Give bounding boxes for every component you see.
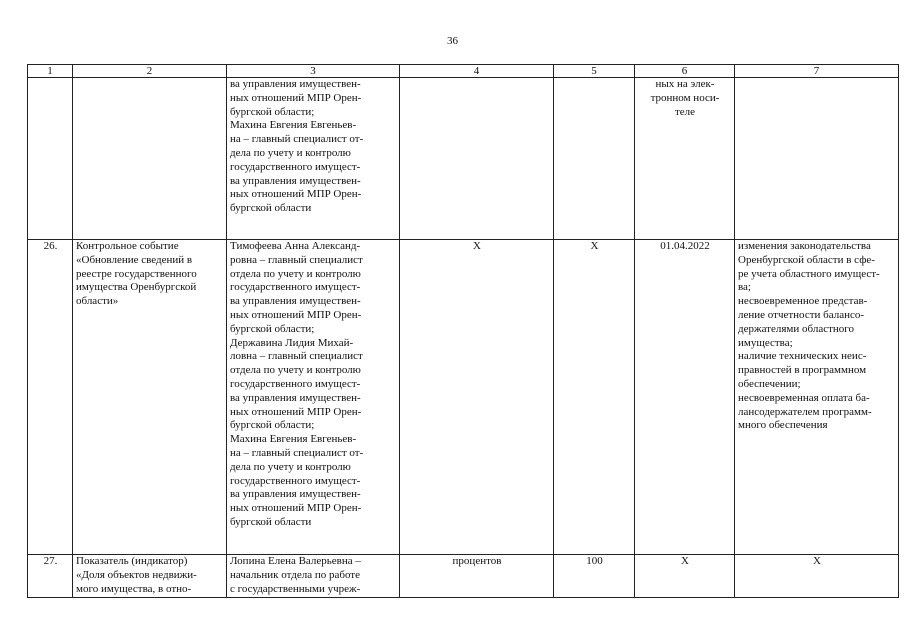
text-line: «Доля объектов недвижи- xyxy=(76,568,197,581)
cell-col6 xyxy=(635,78,735,240)
text-line: ва управления имуществен- xyxy=(230,391,361,404)
cell-name xyxy=(73,240,227,555)
text-line: бургской области; xyxy=(230,322,315,335)
text-line: тронном носи- xyxy=(650,91,720,104)
text-line: Махина Евгения Евгеньев- xyxy=(230,433,357,446)
text-line: имущества; xyxy=(738,336,793,349)
text-line: на – главный специалист от- xyxy=(230,133,364,146)
cell-name xyxy=(73,555,227,598)
text-line: ва управления имуществен- xyxy=(230,295,361,308)
text-line: ровна – главный специалист xyxy=(230,253,363,266)
text-line: бургской области xyxy=(230,515,312,528)
text-line: ва; xyxy=(738,281,751,294)
cell-col4: X xyxy=(400,240,554,555)
text-line: Тимофеева Анна Александ- xyxy=(230,240,361,252)
text-line: ре учета областного имущест- xyxy=(738,267,880,280)
text-line: бургской области xyxy=(230,202,312,215)
text-line: ва управления имуществен- xyxy=(230,174,361,187)
cell-col6 xyxy=(635,240,735,555)
text-line: 01.04.2022 xyxy=(660,240,710,252)
cell-num: 26. xyxy=(28,240,73,555)
column-header-4: 4 xyxy=(400,65,554,78)
column-header-1: 1 xyxy=(28,65,73,78)
text-line: Державина Лидия Михай- xyxy=(230,336,354,349)
cell-col5: 100 xyxy=(554,555,635,598)
column-header-7: 7 xyxy=(735,65,899,78)
text-line: «Обновление сведений в xyxy=(76,253,193,266)
text-line: X xyxy=(813,555,821,567)
text-line: изменения законодательства xyxy=(738,240,871,252)
column-header-2: 2 xyxy=(73,65,227,78)
text-line: государственного имущест- xyxy=(230,377,361,390)
cell-col7 xyxy=(735,240,899,555)
text-line: ных отношений МПР Орен- xyxy=(230,188,362,201)
text-line: лансодержателем программ- xyxy=(738,405,872,418)
text-line: Лопина Елена Валерьевна – xyxy=(230,555,361,567)
text-line: теле xyxy=(674,105,696,118)
document-table xyxy=(27,64,899,598)
text-line: на – главный специалист от- xyxy=(230,446,364,459)
table-row-continued xyxy=(28,78,899,240)
cell-col4 xyxy=(400,78,554,240)
text-line: ных отношений МПР Орен- xyxy=(230,308,362,321)
column-header-5: 5 xyxy=(554,65,635,78)
text-line: несвоевременная оплата ба- xyxy=(738,391,870,404)
text-line: бургской области; xyxy=(230,105,315,118)
cell-num: 27. xyxy=(28,555,73,598)
text-line: ных отношений МПР Орен- xyxy=(230,502,362,515)
cell-name xyxy=(73,78,227,240)
text-line: дела по учету и контролю xyxy=(230,146,351,159)
text-line: отдела по учету и контролю xyxy=(230,267,361,280)
text-line: ва управления имуществен- xyxy=(230,488,361,501)
table-row-27 xyxy=(28,555,899,598)
text-line: начальник отдела по работе xyxy=(230,568,360,581)
text-line: ных отношений МПР Орен- xyxy=(230,405,362,418)
cell-num xyxy=(28,78,73,240)
text-line: мого имущества, в отно- xyxy=(76,582,192,595)
text-line: области» xyxy=(76,295,119,308)
text-line: держателями областного xyxy=(738,322,855,335)
text-line: с государственными учреж- xyxy=(230,582,361,595)
text-line: имущества Оренбургской xyxy=(76,281,197,294)
cell-col5 xyxy=(554,78,635,240)
cell-responsible xyxy=(227,78,400,240)
text-line: Оренбургской области в сфе- xyxy=(738,253,875,266)
cell-col6 xyxy=(635,555,735,598)
cell-responsible xyxy=(227,555,400,598)
text-line: наличие технических неис- xyxy=(738,350,867,363)
text-line: ных на элек- xyxy=(655,78,715,90)
text-line: государственного имущест- xyxy=(230,160,361,173)
page-number: 36 xyxy=(447,35,458,47)
cell-col7 xyxy=(735,555,899,598)
text-line: много обеспечения xyxy=(738,419,828,432)
text-line: бургской области; xyxy=(230,419,315,432)
column-header-6: 6 xyxy=(635,65,735,78)
text-line: дела по учету и контролю xyxy=(230,460,351,473)
cell-col4: процентов xyxy=(400,555,554,598)
text-line: правностей в программном xyxy=(738,364,867,377)
text-line: ных отношений МПР Орен- xyxy=(230,91,362,104)
text-line: Махина Евгения Евгеньев- xyxy=(230,119,357,132)
text-line: государственного имущест- xyxy=(230,281,361,294)
text-line: реестре государственного xyxy=(76,267,197,280)
text-line: ление отчетности балансо- xyxy=(738,308,865,321)
table-row-26 xyxy=(28,240,899,555)
cell-col5: X xyxy=(554,240,635,555)
table-header-row xyxy=(28,65,899,78)
text-line: X xyxy=(681,555,689,567)
text-line: отдела по учету и контролю xyxy=(230,364,361,377)
text-line: несвоевременное представ- xyxy=(738,295,868,308)
text-line: Контрольное событие xyxy=(76,240,179,252)
cell-responsible xyxy=(227,240,400,555)
cell-col7 xyxy=(735,78,899,240)
text-line: Показатель (индикатор) xyxy=(76,555,188,567)
text-line: обеспечении; xyxy=(738,377,801,390)
text-line: ловна – главный специалист xyxy=(230,350,363,363)
text-line: ва управления имуществен- xyxy=(230,78,361,90)
text-line: государственного имущест- xyxy=(230,474,361,487)
column-header-3: 3 xyxy=(227,65,400,78)
